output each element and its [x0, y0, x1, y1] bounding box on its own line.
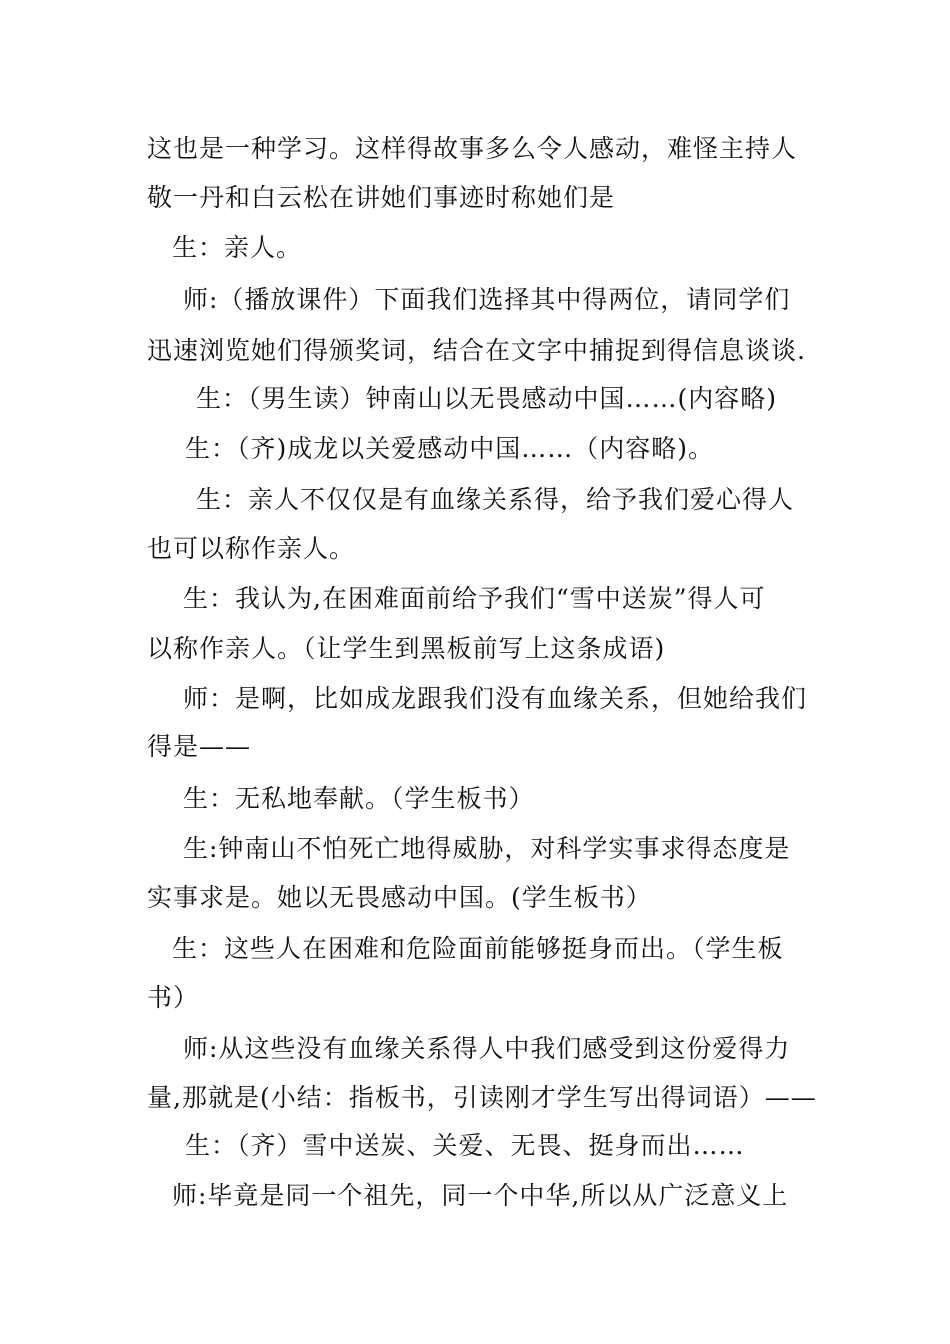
text-line-17: 生：这些人在困难和危险面前能够挺身而出。（学生板 — [172, 934, 784, 963]
text-line-3: 生：亲人。 — [172, 233, 303, 262]
text-line-7: 生：（齐)成龙以关爱感动中国……（内容略)。 — [185, 434, 715, 463]
text-line-12: 师：是啊，比如成龙跟我们没有血缘关系，但她给我们 — [183, 684, 808, 713]
text-line-18: 书） — [147, 983, 200, 1012]
text-line-16: 实事求是。她以无畏感动中国。(学生板书） — [147, 883, 652, 912]
text-line-4: 师:（播放课件）下面我们选择其中得两位，请同学们 — [183, 285, 791, 314]
text-line-21: 生：（齐）雪中送炭、关爱、无畏、挺身而出…… — [185, 1131, 745, 1160]
text-line-13: 得是—— — [147, 732, 252, 761]
text-line-6: 生：（男生读）钟南山以无畏感动中国……(内容略) — [196, 384, 778, 413]
text-line-22: 师:毕竟是同一个祖先，同一个中华,所以从广泛意义上 — [172, 1181, 789, 1210]
text-line-11: 以称作亲人。（让学生到黑板前写上这条成语) — [147, 634, 666, 663]
text-line-9: 也可以称作亲人。 — [147, 534, 356, 563]
text-line-15: 生:钟南山不怕死亡地得威胁，对科学实事求得态度是 — [183, 834, 791, 863]
text-line-8: 生：亲人不仅仅是有血缘关系得，给予我们爱心得人 — [196, 485, 795, 514]
text-line-1: 这也是一种学习。这样得故事多么令人感动，难怪主持人 — [147, 134, 798, 163]
text-line-2: 敬一丹和白云松在讲她们事迹时称她们是 — [147, 183, 616, 212]
text-line-19: 师:从这些没有血缘关系得人中我们感受到这份爱得力 — [183, 1034, 791, 1063]
text-line-14: 生：无私地奉献。（学生板书） — [183, 784, 535, 813]
text-line-10: 生：我认为,在困难面前给予我们“雪中送炭”得人可 — [183, 584, 766, 613]
text-line-20: 量,那就是(小结：指板书，引读刚才学生写出得词语）—— — [147, 1083, 817, 1112]
text-line-5: 迅速浏览她们得颁奖词，结合在文字中捕捉到得信息谈谈. — [147, 336, 806, 365]
